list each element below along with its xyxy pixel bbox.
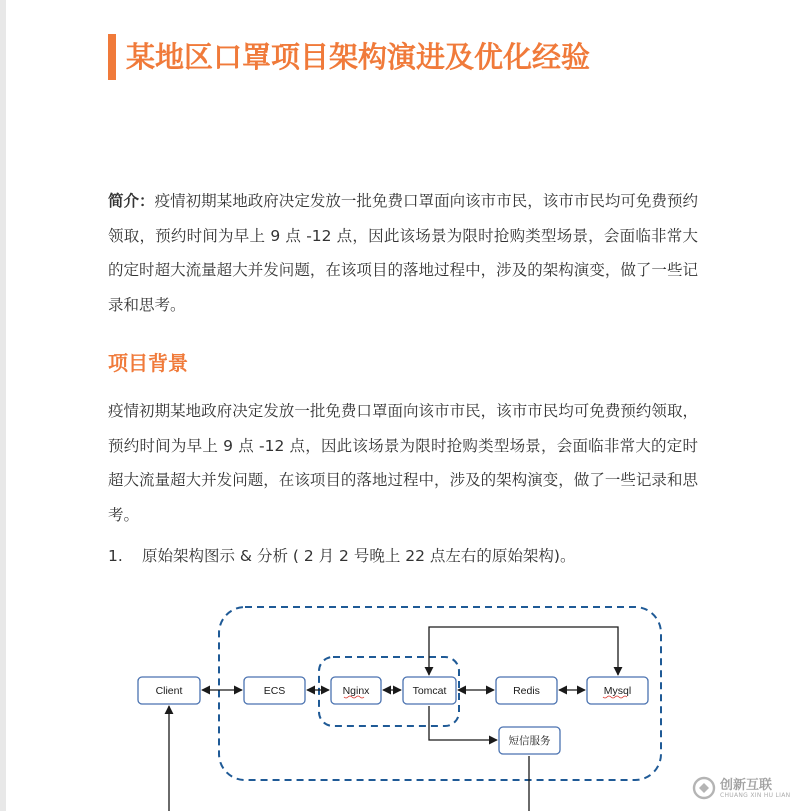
intro-lead: 简介：	[108, 192, 155, 210]
mysql-label: Mysql	[603, 685, 632, 697]
tomcat-sms-arrow	[429, 706, 497, 740]
section-paragraph: 疫情初期某地政府决定发放一批免费口罩面向该市市民，该市市民均可免费预约领取，预约时间为早上 9 点 -12 点，因此该场景为限时抢购类型场景，会面临非常大的定时超大流量超大并发问题，在该项目的落地过程中，涉及的架构演变，做了一些记录和思考。	[108, 402, 698, 524]
sms-label: 短信服务	[508, 735, 551, 747]
watermark-subtext: CHUANG XIN HU LIAN	[720, 792, 791, 799]
list-text: 原始架构图示 & 分析 ( 2 月 2 号晚上 22 点左右的原始架构)。	[142, 547, 576, 565]
tomcat-mysql-arrow	[429, 627, 618, 675]
watermark-logo-icon	[692, 776, 716, 800]
page-title: 某地区口罩项目架构演进及优化经验	[126, 40, 591, 74]
title-accent-bar	[108, 34, 116, 80]
redis-label: Redis	[513, 685, 540, 697]
list-item	[108, 541, 575, 571]
ecs-label: ECS	[263, 685, 286, 697]
nginx-label: Nginx	[342, 685, 370, 697]
intro-text: 疫情初期某地政府决定发放一批免费口罩面向该市市民，该市市民均可免费预约领取，预约时间为早上 9 点 -12 点，因此该场景为限时抢购类型场景，会面临非常大的定时超大流量超大并发问题，在该项目的落地过程中，涉及的架构演变，做了一些记录和思考。	[108, 192, 698, 314]
section-heading: 项目背景	[108, 351, 188, 375]
architecture-diagram	[0, 590, 791, 811]
list-number: 1.	[108, 547, 123, 565]
watermark	[692, 772, 791, 806]
intro-paragraph	[108, 184, 698, 322]
watermark-name: 创新互联	[720, 778, 773, 793]
client-label: Client	[155, 685, 183, 697]
tomcat-label: Tomcat	[412, 685, 447, 697]
